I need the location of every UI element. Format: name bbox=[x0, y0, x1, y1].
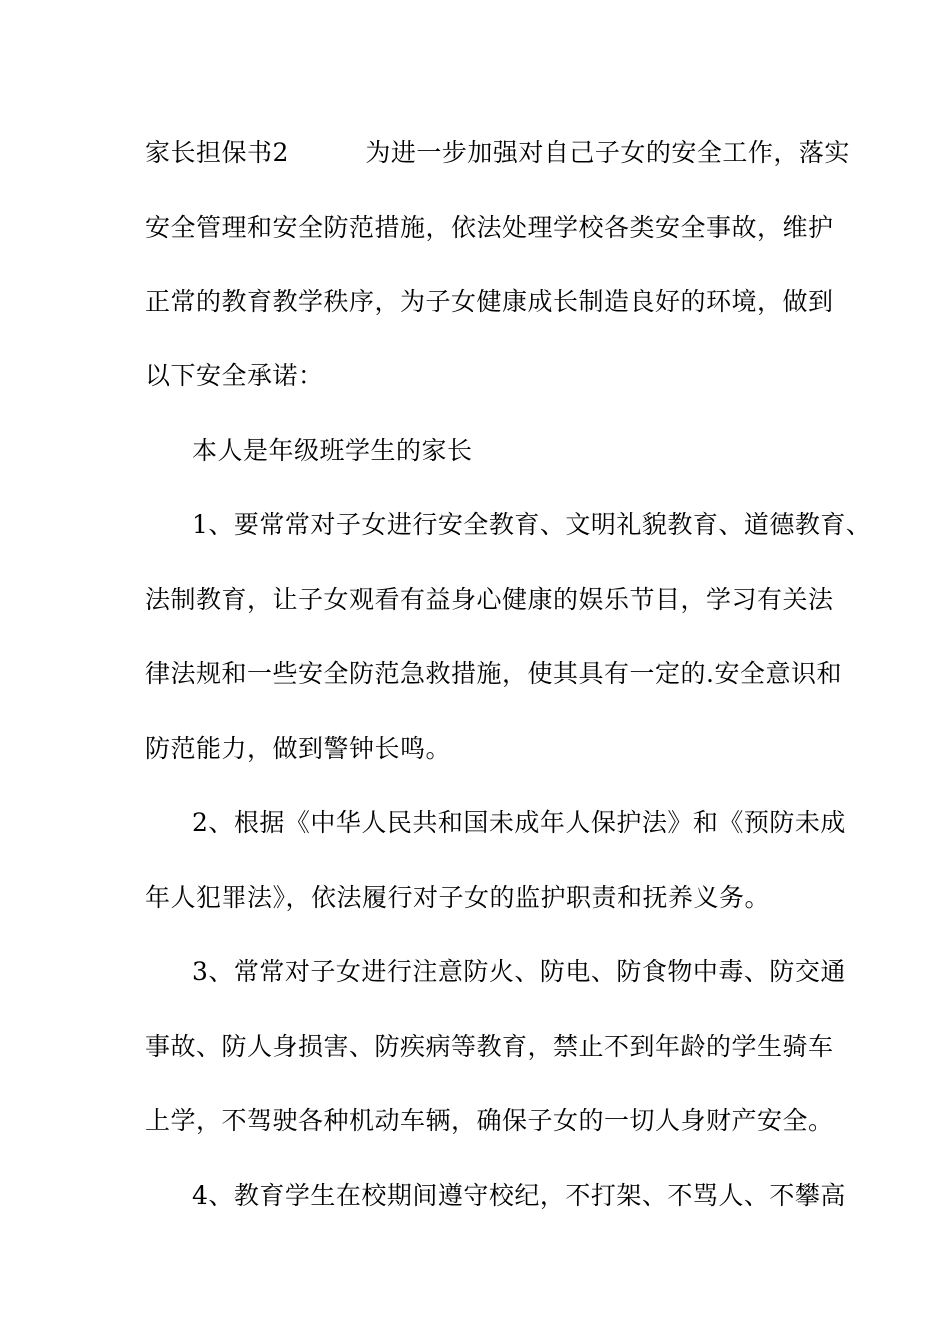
text-line: 事故、防人身损害、防疾病等教育，禁止不到年龄的学生骑车 bbox=[145, 1032, 834, 1061]
text-line: 本人是年级班学生的家长 bbox=[192, 436, 473, 465]
text-line: 1、要常常对子女进行安全教育、文明礼貌教育、道德教育、 bbox=[192, 510, 872, 539]
text-line: 防范能力，做到警钟长鸣。 bbox=[145, 734, 452, 763]
text-line: 以下安全承诺： bbox=[145, 361, 324, 390]
text-line: 正常的教育教学秩序，为子女健康成长制造良好的环境，做到 bbox=[145, 287, 834, 316]
text-line: 4、教育学生在校期间遵守校纪，不打架、不骂人、不攀高 bbox=[192, 1181, 846, 1210]
text-line: 2、根据《中华人民共和国未成年人保护法》和《预防未成 bbox=[192, 808, 846, 837]
text-line: 3、常常对子女进行注意防火、防电、防食物中毒、防交通 bbox=[192, 957, 846, 986]
text-line: 家长担保书2 为进一步加强对自己子女的安全工作，落实 bbox=[145, 138, 850, 167]
text-line: 上学，不驾驶各种机动车辆，确保子女的一切人身财产安全。 bbox=[145, 1106, 834, 1135]
text-line: 安全管理和安全防范措施，依法处理学校各类安全事故，维护 bbox=[145, 213, 834, 242]
text-line: 律法规和一些安全防范急救措施，使其具有一定的.安全意识和 bbox=[145, 659, 842, 688]
text-line: 法制教育，让子女观看有益身心健康的娱乐节目，学习有关法 bbox=[145, 585, 834, 614]
text-line: 年人犯罪法》，依法履行对子女的监护职责和抚养义务。 bbox=[145, 883, 771, 912]
